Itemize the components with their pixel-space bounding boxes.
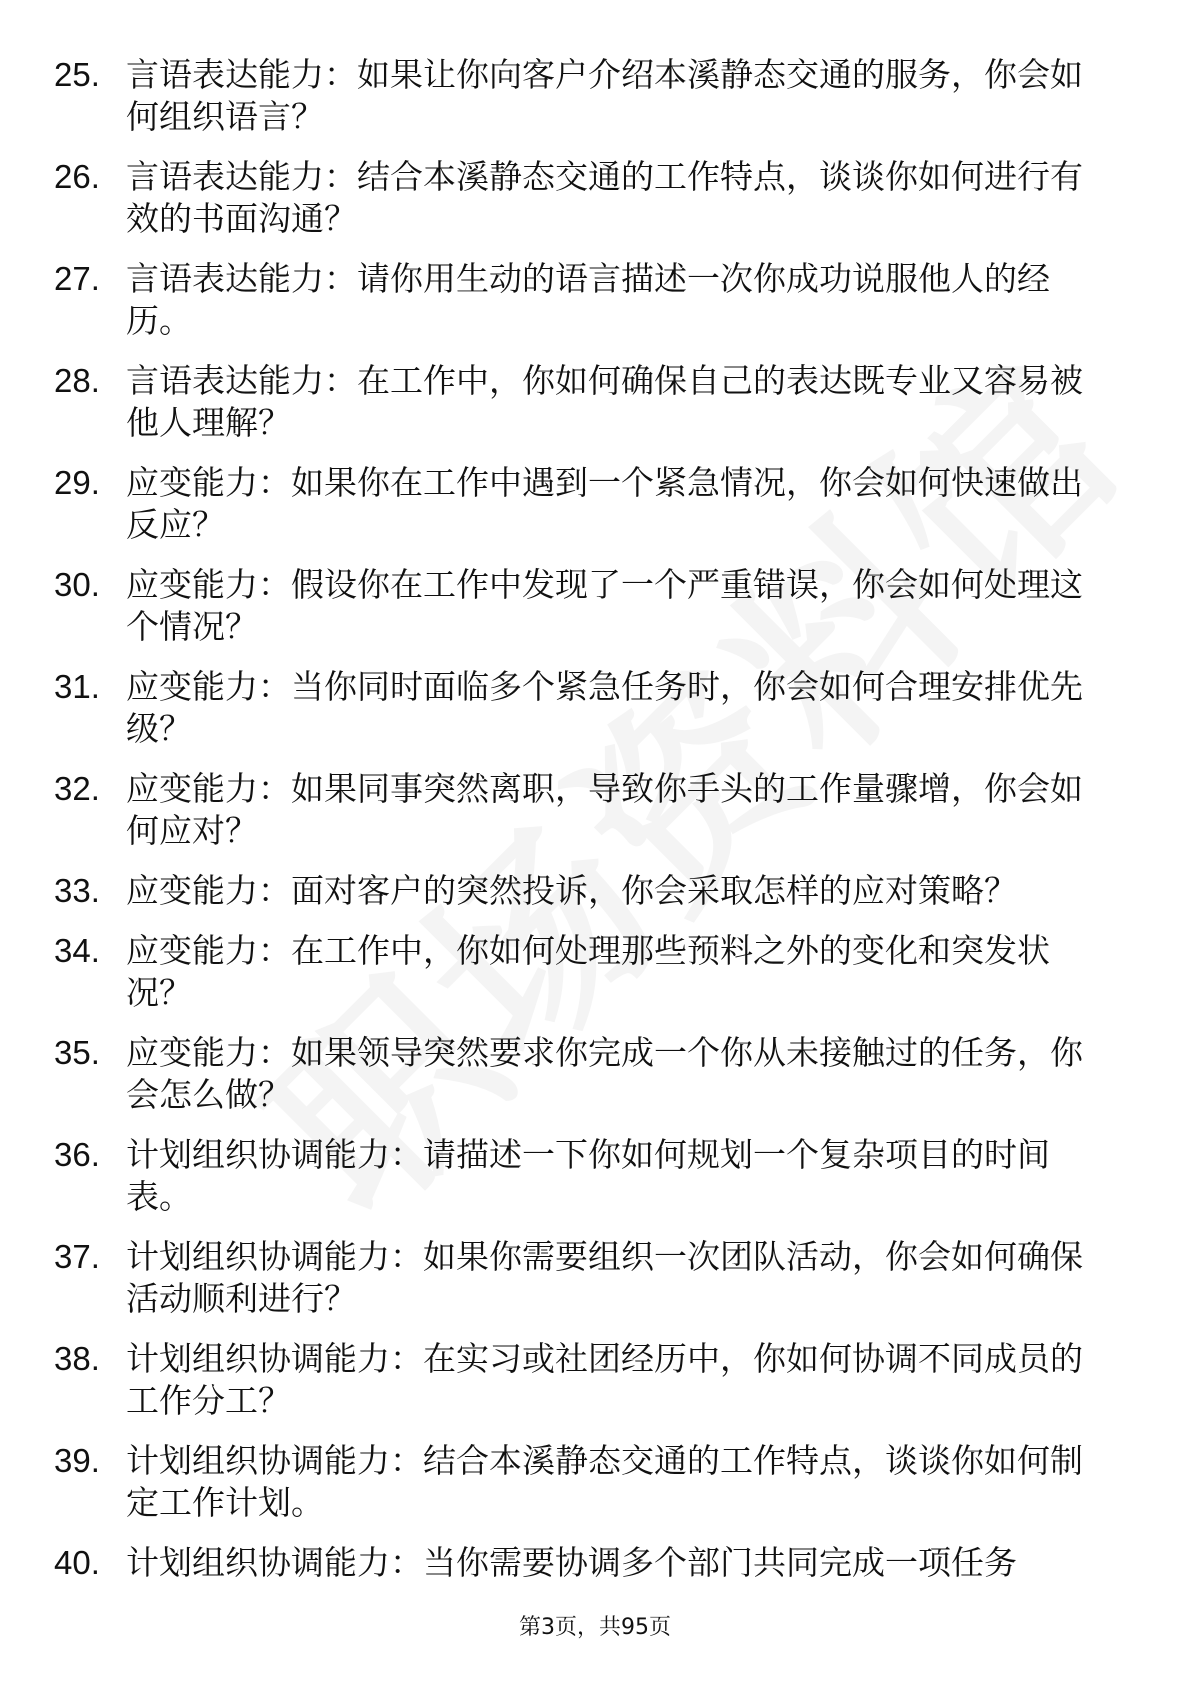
item-text: 应变能力：假设你在工作中发现了一个严重错误，你会如何处理这个情况？ [126, 565, 1083, 646]
list-item [0, 768, 1190, 852]
item-text: 言语表达能力：请你用生动的语言描述一次你成功说服他人的经历。 [126, 259, 1050, 340]
list-item [0, 156, 1190, 240]
item-number: 25. [54, 56, 100, 93]
list-item [0, 54, 1190, 138]
item-number: 38. [54, 1340, 100, 1377]
page-footer: 第3页，共95页 [519, 1615, 671, 1640]
item-text: 计划组织协调能力：如果你需要组织一次团队活动，你会如何确保活动顺利进行？ [126, 1237, 1083, 1318]
item-text: 计划组织协调能力：当你需要协调多个部门共同完成一项任务 [126, 1543, 1017, 1582]
list-item [0, 1542, 1190, 1584]
list-item [0, 870, 1190, 912]
item-text: 言语表达能力：如果让你向客户介绍本溪静态交通的服务，你会如何组织语言？ [126, 55, 1083, 136]
list-item [0, 1338, 1190, 1422]
item-number: 39. [54, 1442, 100, 1479]
list-item [0, 1032, 1190, 1116]
item-text: 计划组织协调能力：请描述一下你如何规划一个复杂项目的时间表。 [126, 1135, 1050, 1216]
item-text: 应变能力：如果领导突然要求你完成一个你从未接触过的任务，你会怎么做？ [126, 1033, 1083, 1114]
list-item [0, 462, 1190, 546]
item-text: 言语表达能力：在工作中，你如何确保自己的表达既专业又容易被他人理解？ [126, 361, 1083, 442]
item-number: 40. [54, 1544, 100, 1581]
item-number: 28. [54, 362, 100, 399]
list-item [0, 666, 1190, 750]
item-number: 30. [54, 566, 100, 603]
list-item [0, 360, 1190, 444]
item-number: 32. [54, 770, 100, 807]
item-number: 33. [54, 872, 100, 909]
item-text: 应变能力：当你同时面临多个紧急任务时，你会如何合理安排优先级？ [126, 667, 1083, 748]
item-number: 27. [54, 260, 100, 297]
list-item [0, 1440, 1190, 1524]
item-number: 36. [54, 1136, 100, 1173]
item-text: 应变能力：面对客户的突然投诉，你会采取怎样的应对策略？ [126, 871, 1017, 910]
question-list [0, 54, 1190, 1602]
item-text: 应变能力：在工作中，你如何处理那些预料之外的变化和突发状况？ [126, 931, 1050, 1012]
list-item [0, 930, 1190, 1014]
item-text: 计划组织协调能力：在实习或社团经历中，你如何协调不同成员的工作分工？ [126, 1339, 1083, 1420]
item-text: 应变能力：如果同事突然离职，导致你手头的工作量骤增，你会如何应对？ [126, 769, 1083, 850]
item-number: 29. [54, 464, 100, 501]
item-number: 35. [54, 1034, 100, 1071]
item-number: 34. [54, 932, 100, 969]
item-number: 31. [54, 668, 100, 705]
item-text: 计划组织协调能力：结合本溪静态交通的工作特点，谈谈你如何制定工作计划。 [126, 1441, 1083, 1522]
item-number: 37. [54, 1238, 100, 1275]
list-item [0, 1134, 1190, 1218]
item-text: 应变能力：如果你在工作中遇到一个紧急情况，你会如何快速做出反应？ [126, 463, 1083, 544]
list-item [0, 1236, 1190, 1320]
item-number: 26. [54, 158, 100, 195]
list-item [0, 258, 1190, 342]
item-text: 言语表达能力：结合本溪静态交通的工作特点，谈谈你如何进行有效的书面沟通？ [126, 157, 1083, 238]
list-item [0, 564, 1190, 648]
